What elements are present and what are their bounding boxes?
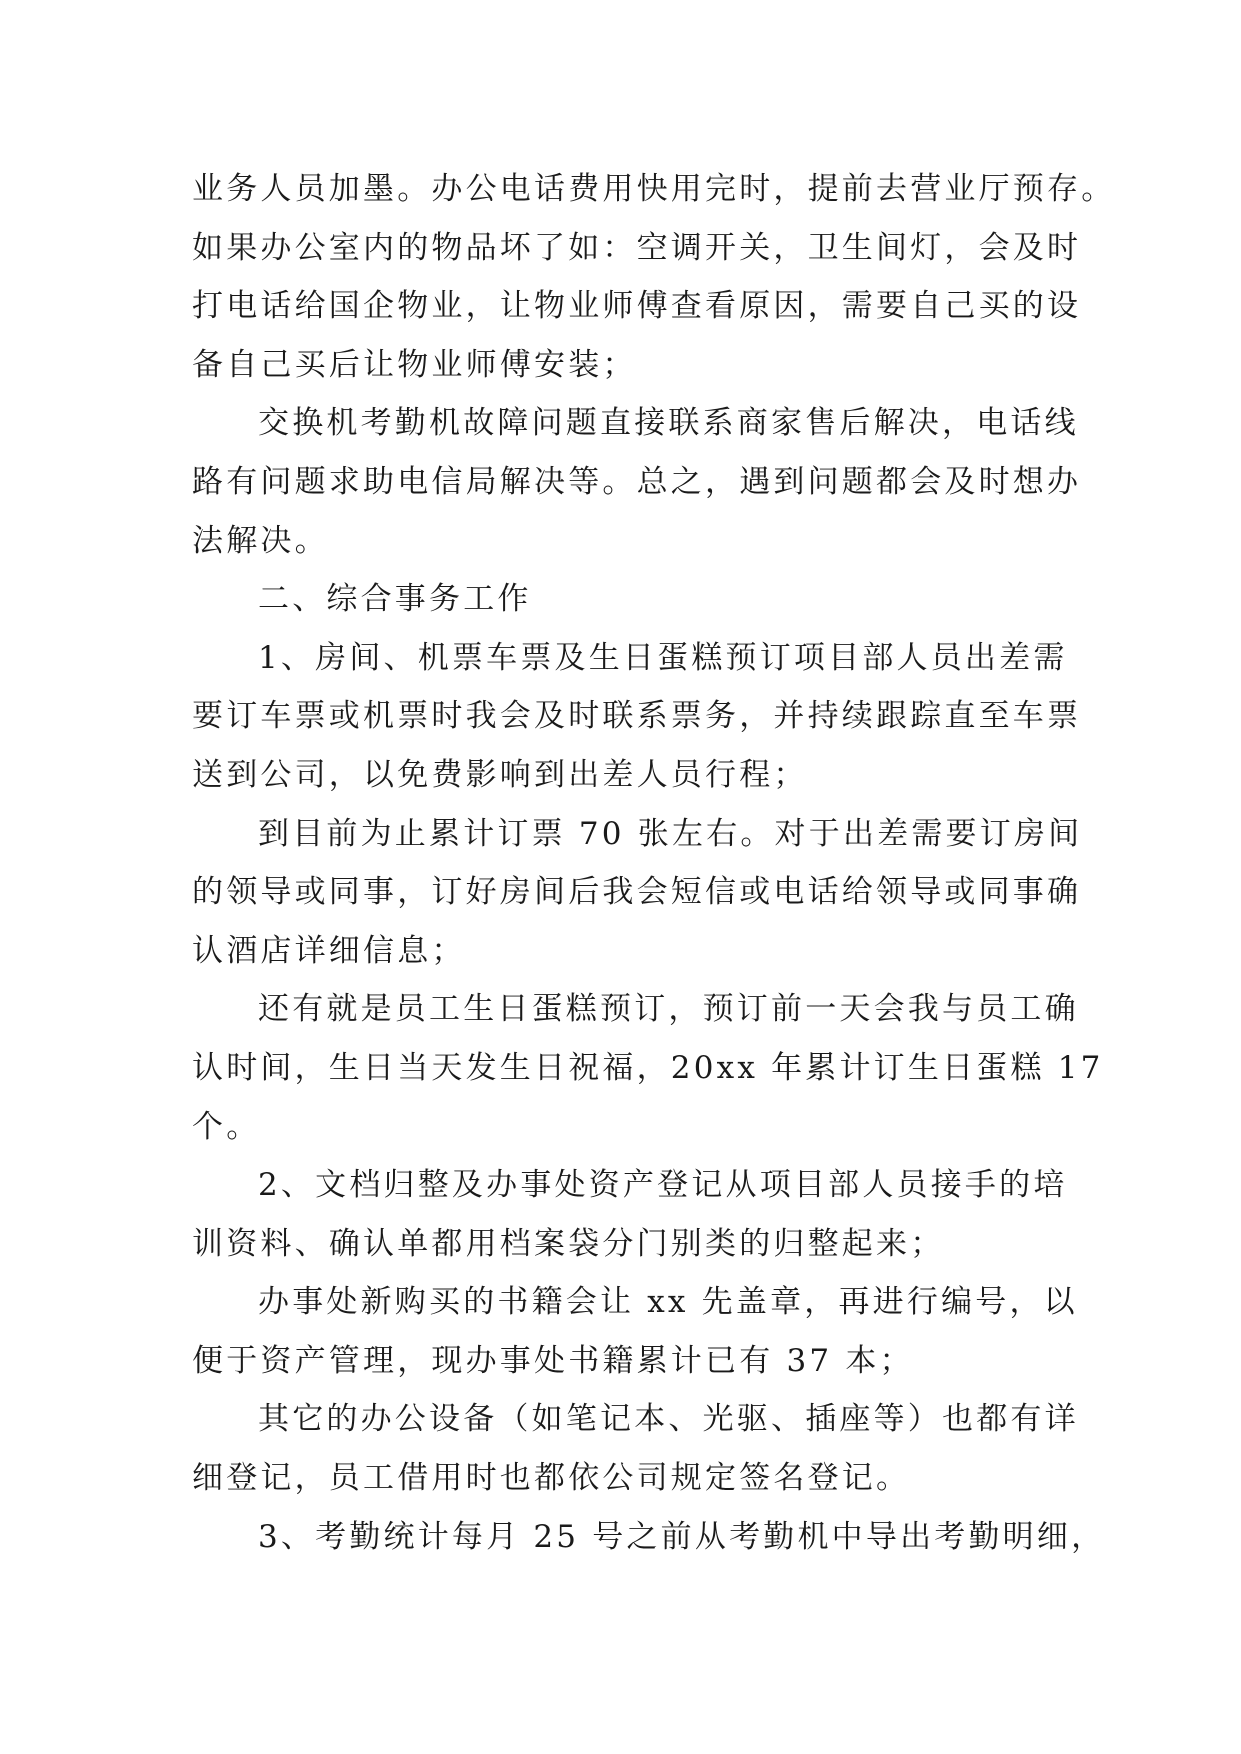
text-line: 的领导或同事，订好房间后我会短信或电话给领导或同事确 (192, 874, 1082, 911)
document-body (192, 160, 1116, 1566)
text-line: 3、考勤统计每月 25 号之前从考勤机中导出考勤明细， (258, 1518, 1106, 1555)
text-line: 打电话给国企物业，让物业师傅查看原因，需要自己买的设 (192, 288, 1082, 325)
text-line: 到目前为止累计订票 70 张左右。对于出差需要订房间 (258, 815, 1083, 852)
text-line: 备自己买后让物业师傅安装； (192, 346, 637, 383)
text-line: 如果办公室内的物品坏了如：空调开关，卫生间灯，会及时 (192, 229, 1082, 266)
text-line: 便于资产管理，现办事处书籍累计已有 37 本； (192, 1342, 914, 1379)
text-line: 送到公司，以免费影响到出差人员行程； (192, 756, 808, 793)
text-line: 细登记，员工借用时也都依公司规定签名登记。 (192, 1460, 911, 1497)
text-line: 认酒店详细信息； (192, 932, 466, 969)
text-line: 交换机考勤机故障问题直接联系商家售后解决，电话线 (258, 405, 1079, 442)
text-line: 业务人员加墨。办公电话费用快用完时，提前去营业厅预存。 (192, 171, 1116, 207)
text-line: 2、文档归整及办事处资产登记从项目部人员接手的培 (258, 1167, 1068, 1204)
text-line: 其它的办公设备（如笔记本、光驱、插座等）也都有详 (258, 1401, 1079, 1438)
text-line: 要订车票或机票时我会及时联系票务，并持续跟踪直至车票 (192, 698, 1082, 735)
text-line: 还有就是员工生日蛋糕预订，预订前一天会我与员工确 (258, 991, 1079, 1028)
text-line: 1、房间、机票车票及生日蛋糕预订项目部人员出差需 (258, 639, 1068, 676)
text-line: 个。 (192, 1108, 261, 1145)
section-heading: 二、综合事务工作 (258, 581, 532, 618)
text-line: 训资料、确认单都用档案袋分门别类的归整起来； (192, 1225, 945, 1262)
text-line: 认时间，生日当天发生日祝福，20xx 年累计订生日蛋糕 17 (192, 1049, 1104, 1086)
text-line: 路有问题求助电信局解决等。总之，遇到问题都会及时想办 (192, 463, 1082, 500)
text-line: 办事处新购买的书籍会让 xx 先盖章，再进行编号，以 (258, 1284, 1078, 1321)
text-line: 法解决。 (192, 522, 329, 559)
